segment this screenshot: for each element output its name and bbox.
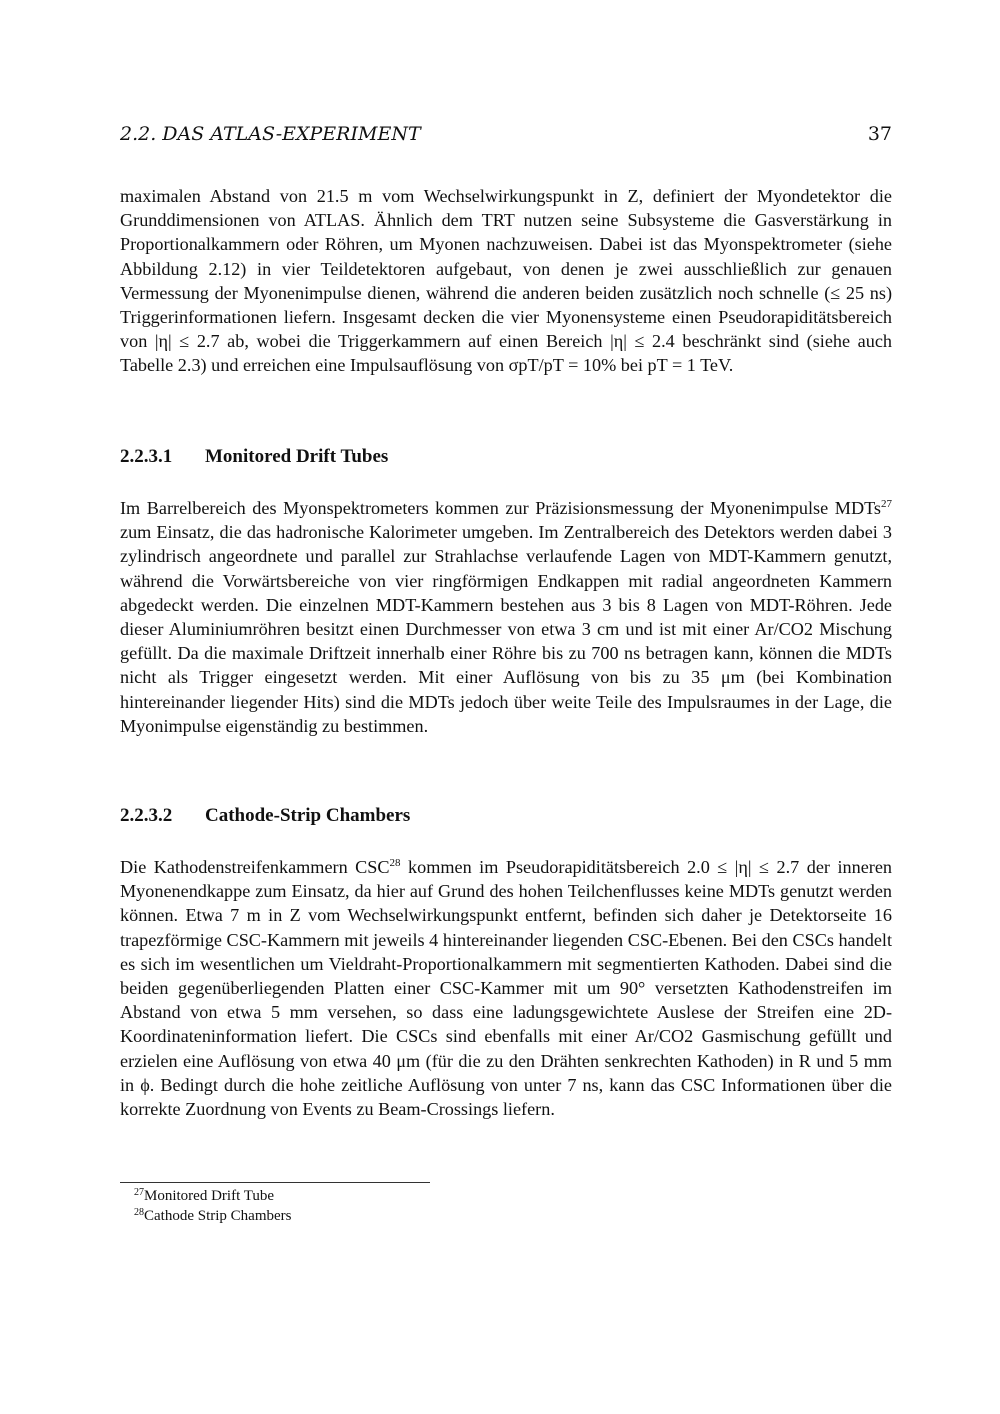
paragraph-text: kommen im Pseudorapiditätsbereich 2.0 ≤ |η| ≤ 2.7 der inneren Myonenendkappe zum Einsatz, da hier auf Grund des hohen Teilchenflusses keine MDTs genutzt werden können. Etwa 7 m in Z vom Wechselwirkungspunkt entfernt, befinden sich daher je Detektorseite 16 trapezförmige CSC-Kammern mit jeweils 4 hintereinander liegenden CSC-Ebenen. Bei den CSCs handelt es sich im wesentlichen um Vieldraht-Proportionalkammern mit segmentierten Kathoden. Dabei sind die beiden gegenüberliegenden Platten einer CSC-Kammer mit um 90° versetzten Kathodenstreifen im Abstand von etwa 5 mm versehen, so dass eine ladungsgewichtete Auslese der Streifen eine 2D-Koordinateninformation liefert. Die CSCs sind ebenfalls mit einer Ar/CO2 Gasmischung gefüllt und erzielen eine Auflösung von etwa 40 μm (für die zu den Drähten senkrechten Kathoden) in R und 5 mm in ϕ. Bedingt durch die hohe zeitliche Auflösung von unter 7 ns, kann das CSC Informationen über die korrekte Zuordnung von Events zu Beam-Crossings liefern.: [120, 857, 892, 1120]
section-number: 2.2.3.1: [120, 446, 173, 467]
section-title: Monitored Drift Tubes: [205, 446, 389, 467]
paragraph-text: Die Kathodenstreifenkammern CSC: [120, 857, 390, 877]
paragraph-text: zum Einsatz, die das hadronische Kalorimeter umgeben. Im Zentralbereich des Detektors werden dabei 3 zylindrisch angeordnete und parallel zur Strahlachse verlaufende Lagen von MDT-Kammern genutzt, während die Vorwärtsbereiche von vier ringförmigen Endkappen mit radial angeordneten Kammern abgedeckt werden. Die einzelnen MDT-Kammern bestehen aus 3 bis 8 Lagen von MDT-Röhren. Jede dieser Aluminiumröhren besitzt einen Durchmesser von etwa 3 cm und ist mit einer Ar/CO2 Mischung gefüllt. Da die maximale Driftzeit innerhalb einer Röhre bis zu 700 ns betragen kann, können die MDTs nicht als Trigger eingesetzt werden. Mit einer Auflösung von bis zu 35 μm (bei Kombination hintereinander liegender Hits) sind die MDTs jedoch über weite Teile des Impulsraumes in der Lage, die Myonimpulse eigenständig zu bestimmen.: [120, 522, 892, 736]
section-heading-mdt: [120, 446, 388, 468]
paragraph-mdt: [120, 496, 892, 738]
section-title: Cathode-Strip Chambers: [205, 805, 411, 826]
footnote-mark: 28: [134, 1207, 144, 1218]
running-header: [120, 124, 892, 144]
footnote-text: Cathode Strip Chambers: [144, 1208, 292, 1224]
paragraph-text: Im Barrelbereich des Myonspektrometers kommen zur Präzisionsmessung der Myonenimpulse MDTs: [120, 498, 881, 518]
footnote-27: [134, 1186, 274, 1206]
footnote-ref-28[interactable]: 28: [389, 857, 401, 869]
section-heading-csc: [120, 805, 410, 827]
header-section-title: 2.2. DAS ATLAS-EXPERIMENT: [120, 123, 421, 145]
footnote-ref-27[interactable]: 27: [881, 498, 892, 510]
footnote-divider: [120, 1182, 430, 1183]
paragraph-muon-detector-intro: maximalen Abstand von 21.5 m vom Wechselwirkungspunkt in Z, definiert der Myondetektor die Grunddimensionen von ATLAS. Ähnlich dem TRT nutzen seine Subsysteme die Gasverstärkung in Proportionalkammern oder Röhren, um Myonen nachzuweisen. Dabei ist das Myonspektrometer (siehe Abbildung 2.12) in vier Teildetektoren aufgebaut, von denen je zwei ausschließlich zur genauen Vermessung der Myonenimpulse dienen, während die anderen beiden zusätzlich noch schnelle (≤ 25 ns) Triggerinformationen liefern. Insgesamt decken die vier Myonensysteme einen Pseudorapiditätsbereich von |η| ≤ 2.7 ab, wobei die Triggerkammern auf einen Bereich |η| ≤ 2.4 beschränkt sind (siehe auch Tabelle 2.3) und erreichen eine Impulsauflösung von σpT/pT = 10% bei pT = 1 TeV.: [120, 186, 892, 376]
paragraph-csc: [120, 855, 892, 1121]
page-number: 37: [867, 123, 892, 145]
footnote-28: [134, 1206, 291, 1226]
section-number: 2.2.3.2: [120, 805, 173, 826]
footnote-mark: 27: [134, 1187, 144, 1198]
footnote-text: Monitored Drift Tube: [144, 1188, 275, 1204]
